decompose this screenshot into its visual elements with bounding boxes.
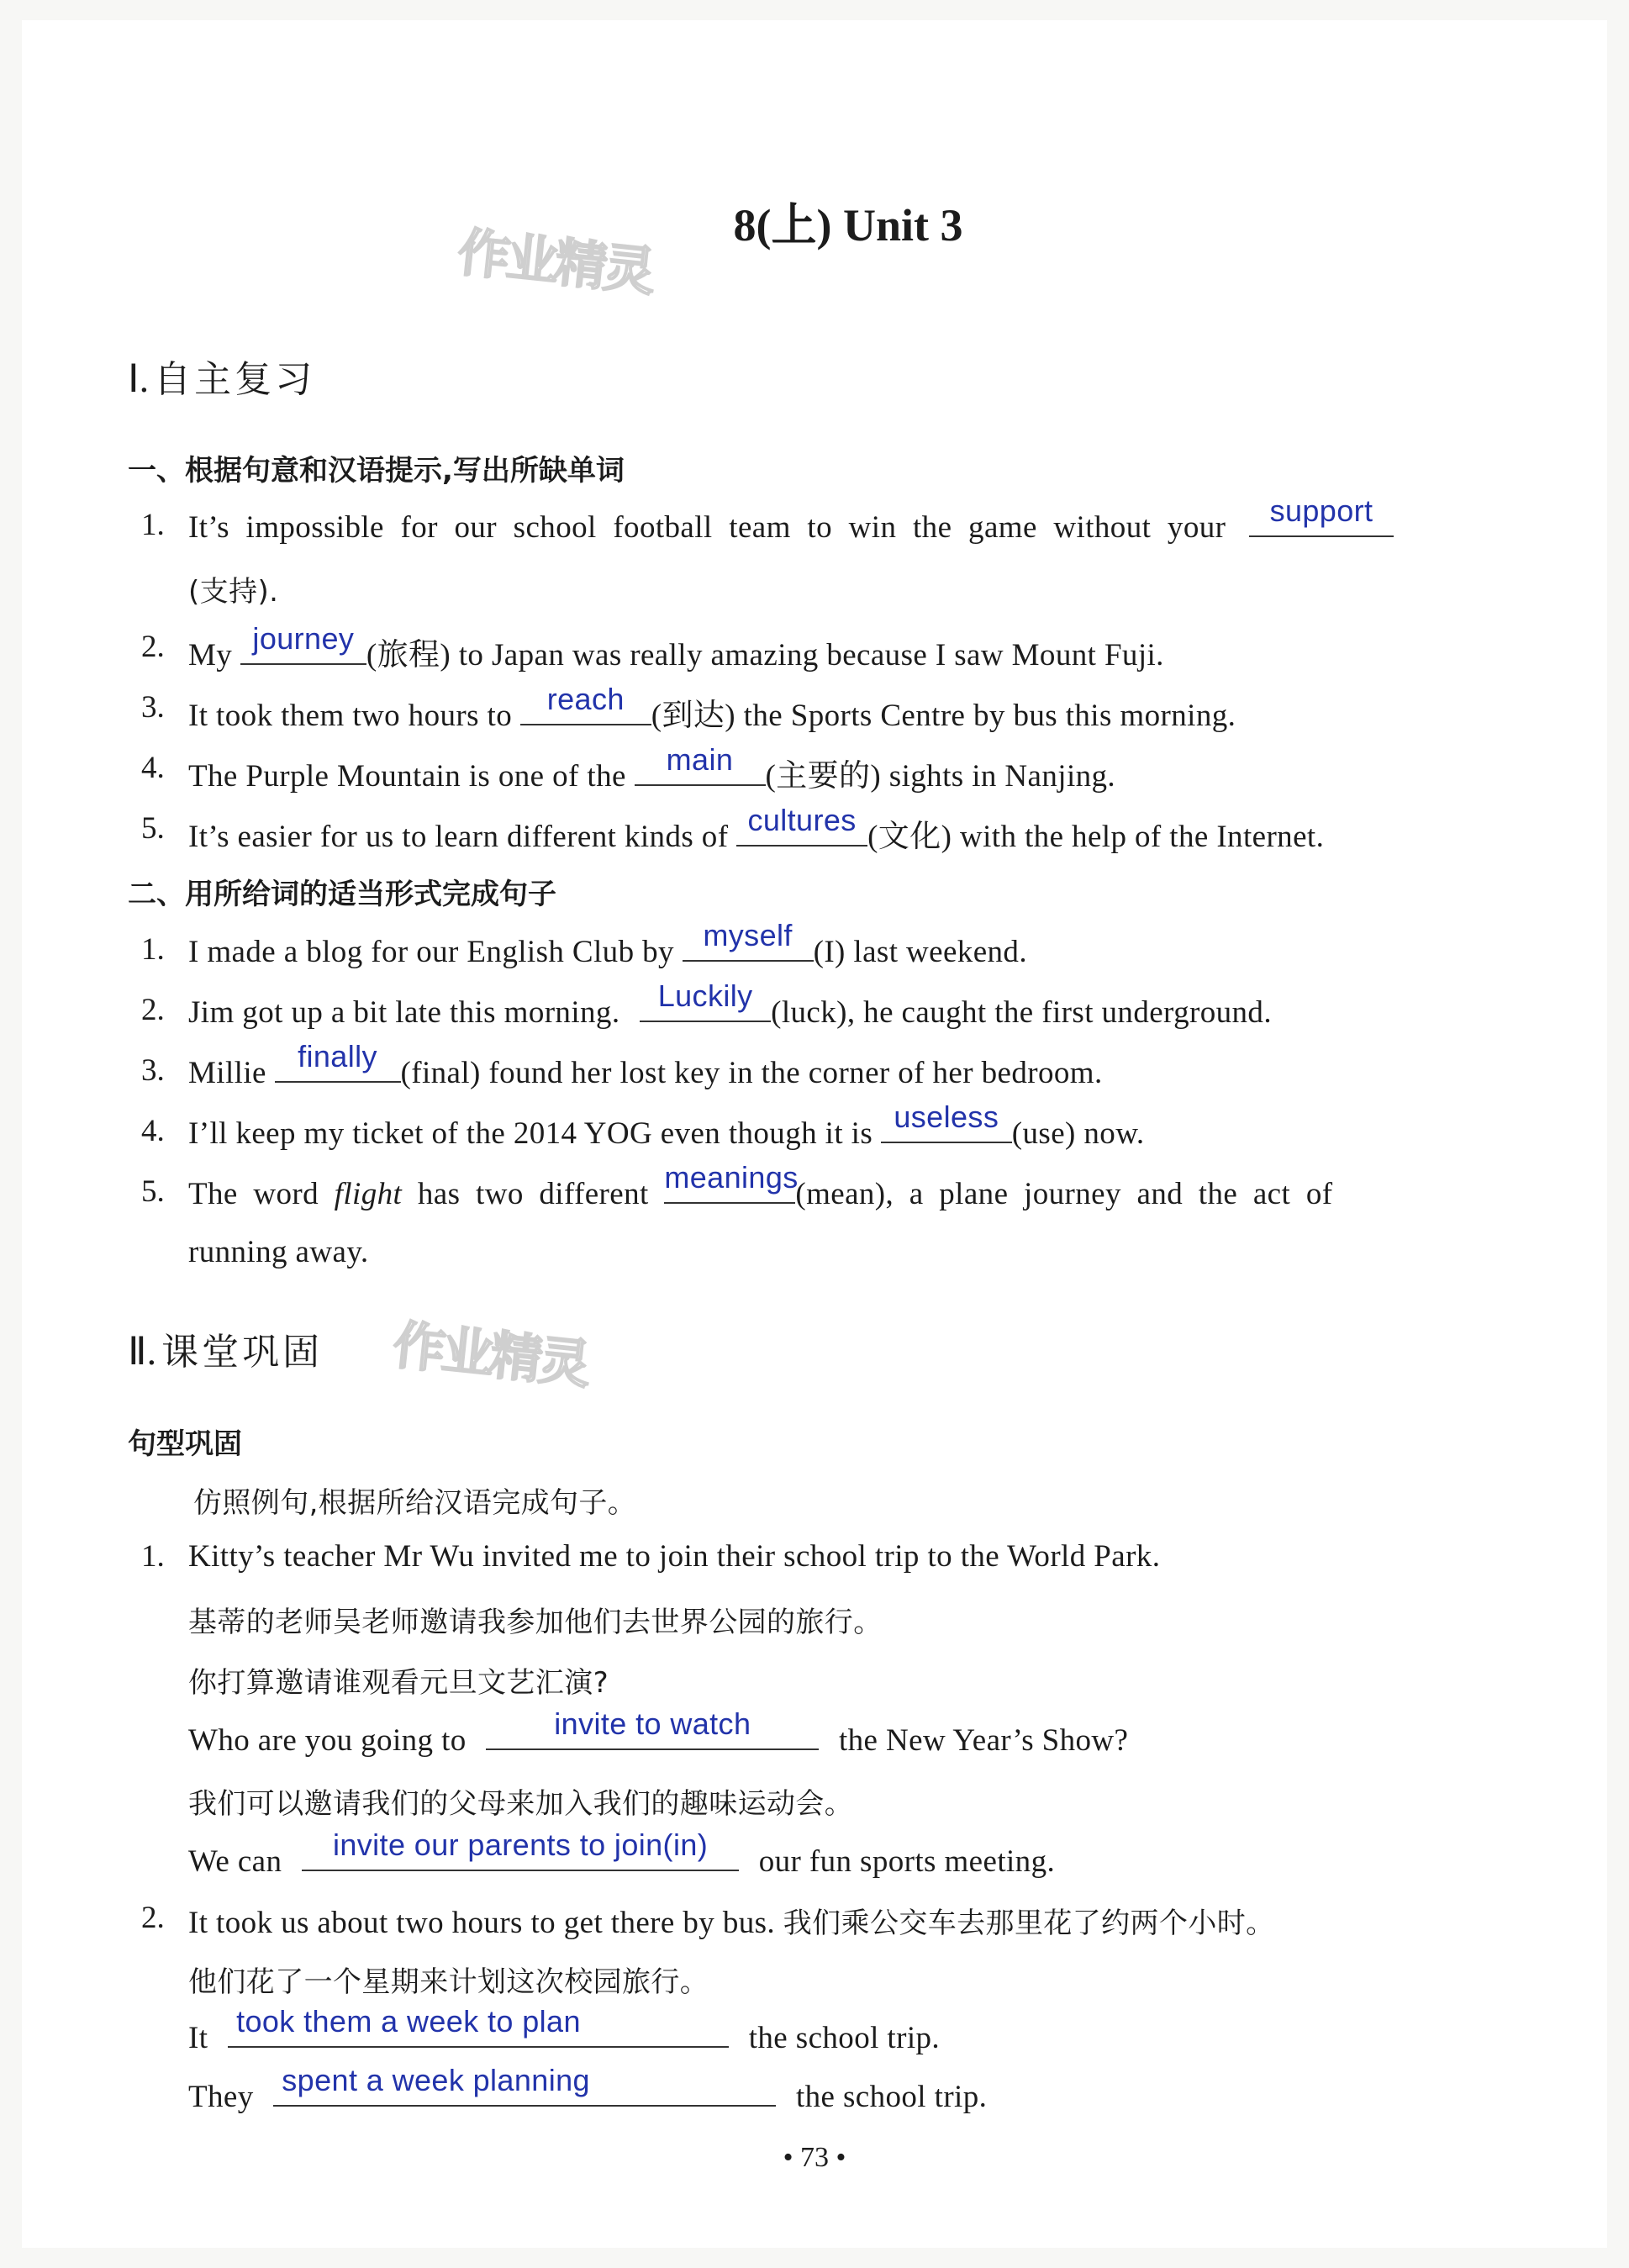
q1-s1-blank[interactable] bbox=[486, 1706, 819, 1750]
a5-blank[interactable] bbox=[736, 803, 867, 847]
b2-number: 2. bbox=[141, 993, 165, 1027]
q1-s1-text-a: Who are you going to bbox=[188, 1723, 467, 1758]
a2-text-b: (旅程) to Japan was really amazing because I saw Mount Fuji. bbox=[366, 638, 1164, 672]
b5-continuation: running away. bbox=[188, 1235, 369, 1269]
section-1-heading bbox=[128, 349, 315, 403]
a2-blank[interactable] bbox=[240, 621, 366, 665]
section-2-heading bbox=[128, 1321, 323, 1375]
b5-blank[interactable] bbox=[664, 1160, 799, 1204]
b4-answer: useless bbox=[894, 1100, 999, 1134]
a3-answer: reach bbox=[546, 682, 625, 716]
watermark-top: 作业精灵 bbox=[455, 221, 656, 303]
a2-answer: journey bbox=[252, 621, 355, 656]
b1-sentence bbox=[188, 918, 1027, 970]
q1-s2-text-b: our fun sports meeting. bbox=[758, 1844, 1056, 1879]
b3-blank[interactable] bbox=[275, 1039, 401, 1083]
b4-text-a: I’ll keep my ticket of the 2014 YOG even though it is bbox=[188, 1116, 873, 1151]
section-2-label: 课堂巩固 bbox=[161, 1331, 324, 1374]
section-1-label: 自主复习 bbox=[154, 358, 316, 401]
b2-text-a: Jim got up a bit late this morning. bbox=[188, 995, 620, 1030]
q2-number: 2. bbox=[141, 1901, 165, 1935]
b1-text-b: (I) last weekend. bbox=[813, 935, 1027, 969]
watermark-mid: 作业精灵 bbox=[390, 1314, 591, 1395]
b5-sentence bbox=[188, 1160, 1333, 1212]
q1-s2-text-a: We can bbox=[188, 1844, 282, 1879]
b3-sentence bbox=[188, 1039, 1103, 1091]
q2-example-cn: 我们乘公交车去那里花了约两个小时。 bbox=[783, 1907, 1275, 1940]
b2-answer: Luckily bbox=[657, 978, 753, 1013]
q1-s1-sentence bbox=[188, 1706, 1129, 1759]
b4-blank[interactable] bbox=[881, 1100, 1012, 1143]
b2-blank[interactable] bbox=[640, 978, 771, 1022]
b1-answer: myself bbox=[703, 918, 793, 952]
q1-s2-cn: 我们可以邀请我们的父母来加入我们的趣味运动会。 bbox=[188, 1787, 854, 1821]
part-a-heading: 一、根据句意和汉语提示,写出所缺单词 bbox=[128, 454, 625, 488]
q1-example-cn: 基蒂的老师吴老师邀请我参加他们去世界公园的旅行。 bbox=[188, 1606, 883, 1639]
b5-italic-word: flight bbox=[334, 1177, 403, 1211]
a5-number: 5. bbox=[141, 811, 165, 846]
a4-answer: main bbox=[666, 742, 734, 777]
b3-number: 3. bbox=[141, 1053, 165, 1088]
b5-text-b: (mean), a plane journey and the act of bbox=[795, 1177, 1333, 1211]
a1-continuation: (支持). bbox=[188, 575, 279, 609]
q2-s1-blank[interactable] bbox=[228, 2004, 729, 2048]
instruction: 仿照例句,根据所给汉语完成句子。 bbox=[193, 1486, 637, 1520]
q2-s1-sentence bbox=[188, 2004, 941, 2056]
q1-number: 1. bbox=[141, 1539, 165, 1574]
a1-answer: support bbox=[1269, 493, 1373, 528]
b1-text-a: I made a blog for our English Club by bbox=[188, 935, 674, 969]
a2-text-a: My bbox=[188, 638, 233, 672]
q1-s1-cn: 你打算邀请谁观看元旦文艺汇演? bbox=[188, 1666, 609, 1700]
b5-number: 5. bbox=[141, 1174, 165, 1209]
q2-s2-answer: spent a week planning bbox=[282, 2063, 590, 2097]
q1-example: Kitty’s teacher Mr Wu invited me to join their school trip to the World Park. bbox=[188, 1539, 1161, 1574]
page-number: • 73 • bbox=[783, 2142, 846, 2173]
a5-text-a: It’s easier for us to learn different kinds of bbox=[188, 820, 729, 854]
q1-s1-answer: invite to watch bbox=[554, 1706, 751, 1741]
a3-text-a: It took them two hours to bbox=[188, 699, 513, 733]
b4-sentence bbox=[188, 1100, 1145, 1152]
q1-s2-answer: invite our parents to join(in) bbox=[332, 1828, 709, 1862]
a4-number: 4. bbox=[141, 751, 165, 785]
a4-sentence bbox=[188, 742, 1116, 795]
q1-s2-blank[interactable] bbox=[302, 1828, 739, 1871]
a4-text-b: (主要的) sights in Nanjing. bbox=[765, 759, 1116, 794]
a5-answer: cultures bbox=[747, 803, 857, 837]
a2-sentence bbox=[188, 621, 1164, 674]
sentence-pattern-heading: 句型巩固 bbox=[128, 1427, 242, 1461]
b1-blank[interactable] bbox=[683, 918, 814, 962]
section-1-roman: Ⅰ. bbox=[128, 357, 150, 400]
a3-text-b: (到达) the Sports Centre by bus this morning. bbox=[651, 699, 1236, 733]
q2-s2-blank[interactable] bbox=[273, 2063, 776, 2107]
q2-s1-answer: took them a week to plan bbox=[236, 2004, 581, 2039]
b2-text-b: (luck), he caught the first underground. bbox=[771, 995, 1272, 1030]
q2-s2-text-a: They bbox=[188, 2080, 254, 2114]
q2-example-line bbox=[188, 1900, 1275, 1941]
b5-answer: meanings bbox=[664, 1160, 799, 1195]
page-title: 8(上) Unit 3 bbox=[733, 200, 963, 251]
a4-text-a: The Purple Mountain is one of the bbox=[188, 759, 626, 794]
q1-s2-sentence bbox=[188, 1828, 1056, 1880]
a1-sentence bbox=[188, 493, 1394, 546]
b3-answer: finally bbox=[298, 1039, 377, 1073]
q2-s2-sentence bbox=[188, 2063, 988, 2115]
q2-s1-text-a: It bbox=[188, 2021, 208, 2055]
a1-text: It’s impossible for our school football team to win the game without your bbox=[188, 510, 1226, 545]
section-2-roman: Ⅱ. bbox=[128, 1330, 157, 1373]
b3-text-a: Millie bbox=[188, 1056, 266, 1090]
a3-sentence bbox=[188, 682, 1236, 735]
b5-text-a: The word bbox=[188, 1177, 319, 1211]
a3-number: 3. bbox=[141, 690, 165, 725]
b1-number: 1. bbox=[141, 932, 165, 967]
q2-example: It took us about two hours to get there by bus. bbox=[188, 1906, 776, 1940]
b5-text-a2: has two different bbox=[417, 1177, 649, 1211]
a5-text-b: (文化) with the help of the Internet. bbox=[867, 820, 1325, 854]
a3-blank[interactable] bbox=[520, 682, 651, 725]
q2-s1-cn: 他们花了一个星期来计划这次校园旅行。 bbox=[188, 1965, 709, 1999]
b4-number: 4. bbox=[141, 1114, 165, 1148]
part-b-heading: 二、用所给词的适当形式完成句子 bbox=[128, 878, 556, 911]
a1-blank[interactable] bbox=[1249, 493, 1394, 537]
a2-number: 2. bbox=[141, 630, 165, 664]
b4-text-b: (use) now. bbox=[1011, 1116, 1145, 1151]
a1-number: 1. bbox=[141, 508, 165, 542]
a5-sentence bbox=[188, 803, 1325, 856]
q2-s2-text-b: the school trip. bbox=[795, 2080, 988, 2114]
a4-blank[interactable] bbox=[635, 742, 766, 786]
q2-s1-text-b: the school trip. bbox=[748, 2021, 941, 2055]
b2-sentence bbox=[188, 978, 1272, 1031]
b3-text-b: (final) found her lost key in the corner of her bedroom. bbox=[400, 1056, 1103, 1090]
q1-s1-text-b: the New Year’s Show? bbox=[838, 1723, 1129, 1758]
